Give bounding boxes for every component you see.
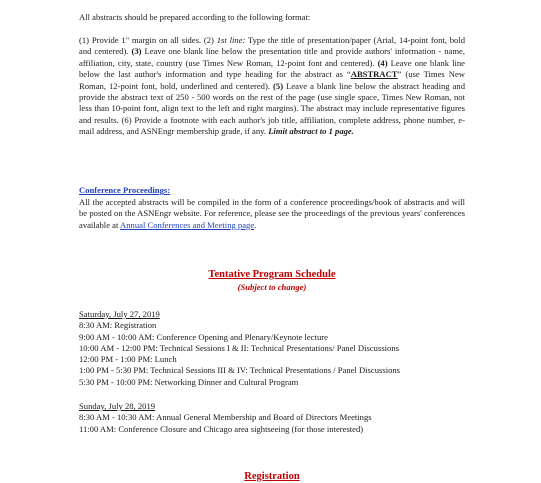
schedule-item: 9:00 AM - 10:00 AM: Conference Opening and Plenary/Keynote lecture xyxy=(79,331,328,342)
proceedings-paragraph: All the accepted abstracts will be compiled in the form of a conference proceedings/book of abstracts and will be posted on the ASNEngr website. For reference, please see the proceedings of the previous years' conferences available at Annual Conferences and Meeting page. xyxy=(79,197,465,230)
format-step-2: Type the title of presentation/paper (Arial, 14-point font, bold and centered). xyxy=(79,35,465,57)
annual-conferences-link[interactable]: Annual Conferences and Meeting page xyxy=(120,219,255,230)
format-step-5-number: (5) xyxy=(273,80,284,91)
limit-note: Limit abstract to 1 page. xyxy=(268,126,354,137)
abstract-word: ABSTRACT xyxy=(350,69,398,80)
schedule-day-2 xyxy=(79,401,372,435)
format-step-1: Provide 1" margin on all sides. xyxy=(89,35,204,45)
first-line-label: 1st line: xyxy=(216,35,246,45)
schedule-title: Tentative Program Schedule xyxy=(208,269,336,280)
day-date: Sunday, July 28, 2019 xyxy=(79,401,156,411)
format-step-5: Leave a blank line below the abstract heading and provide the abstract text of 250 - 500 words on the rest of the page (use single space, Times New Roman, not less than 10-point font, align text to the left and right margins). The abstract may include representative figures and results. (6) Provide a footnote with each author's job title, affiliation, complete address, phone number, e-mail address, and ASNEngr membership grade, if any. xyxy=(79,80,465,137)
schedule-day-1 xyxy=(79,309,400,388)
proceedings-heading: Conference Proceedings: xyxy=(79,185,171,195)
schedule-item: 10:00 AM - 12:00 PM: Technical Sessions I & II: Technical Presentations/ Panel Discussions xyxy=(79,342,399,353)
schedule-item: 1:00 PM - 5:30 PM: Technical Sessions III & IV: Technical Presentations / Panel Discussions xyxy=(79,365,401,376)
schedule-item: 5:30 PM - 10:00 PM: Networking Dinner and Cultural Program xyxy=(79,376,299,387)
proceedings-text: All the accepted abstracts will be compiled in the form of a conference proceedings/book of abstracts and will be posted on the ASNEngr website. For reference, please see the proceedings of the previous years' conferences available at xyxy=(79,197,465,230)
format-step-4-number: (4) xyxy=(377,57,388,68)
schedule-item: 8:30 AM: Registration xyxy=(79,320,157,331)
format-step-3-number: (3) xyxy=(131,46,142,57)
schedule-item: 12:00 PM - 1:00 PM: Lunch xyxy=(79,354,177,365)
format-intro: All abstracts should be prepared according to the following format: xyxy=(79,12,311,22)
format-step-1-number: (1) xyxy=(79,35,90,45)
format-step-2-number: (2) xyxy=(203,35,214,45)
cropped-top-line xyxy=(79,0,81,3)
day-date: Saturday, July 27, 2019 xyxy=(79,309,160,319)
format-step-4b: ” (use Times New Roman, 12-point font, bold, underlined and centered). xyxy=(79,69,465,91)
format-paragraph xyxy=(79,35,465,138)
format-step-4: Leave one blank line below the last author's information and type heading for the abstract as “ xyxy=(79,57,465,80)
registration-heading: Registration xyxy=(244,471,300,482)
format-step-3: Leave one blank line below the presentation title and provide authors' information - name, affiliation, city, state, country (use Times New Roman, 12-point font and centered). xyxy=(79,46,465,68)
schedule-subtitle: (Subject to change) xyxy=(237,282,307,292)
schedule-item: 11:00 AM: Conference Closure and Chicago area sightseeing (for those interested) xyxy=(79,423,364,434)
schedule-item: 8:30 AM - 10:30 AM: Annual General Membership and Board of Directors Meetings xyxy=(79,412,372,423)
